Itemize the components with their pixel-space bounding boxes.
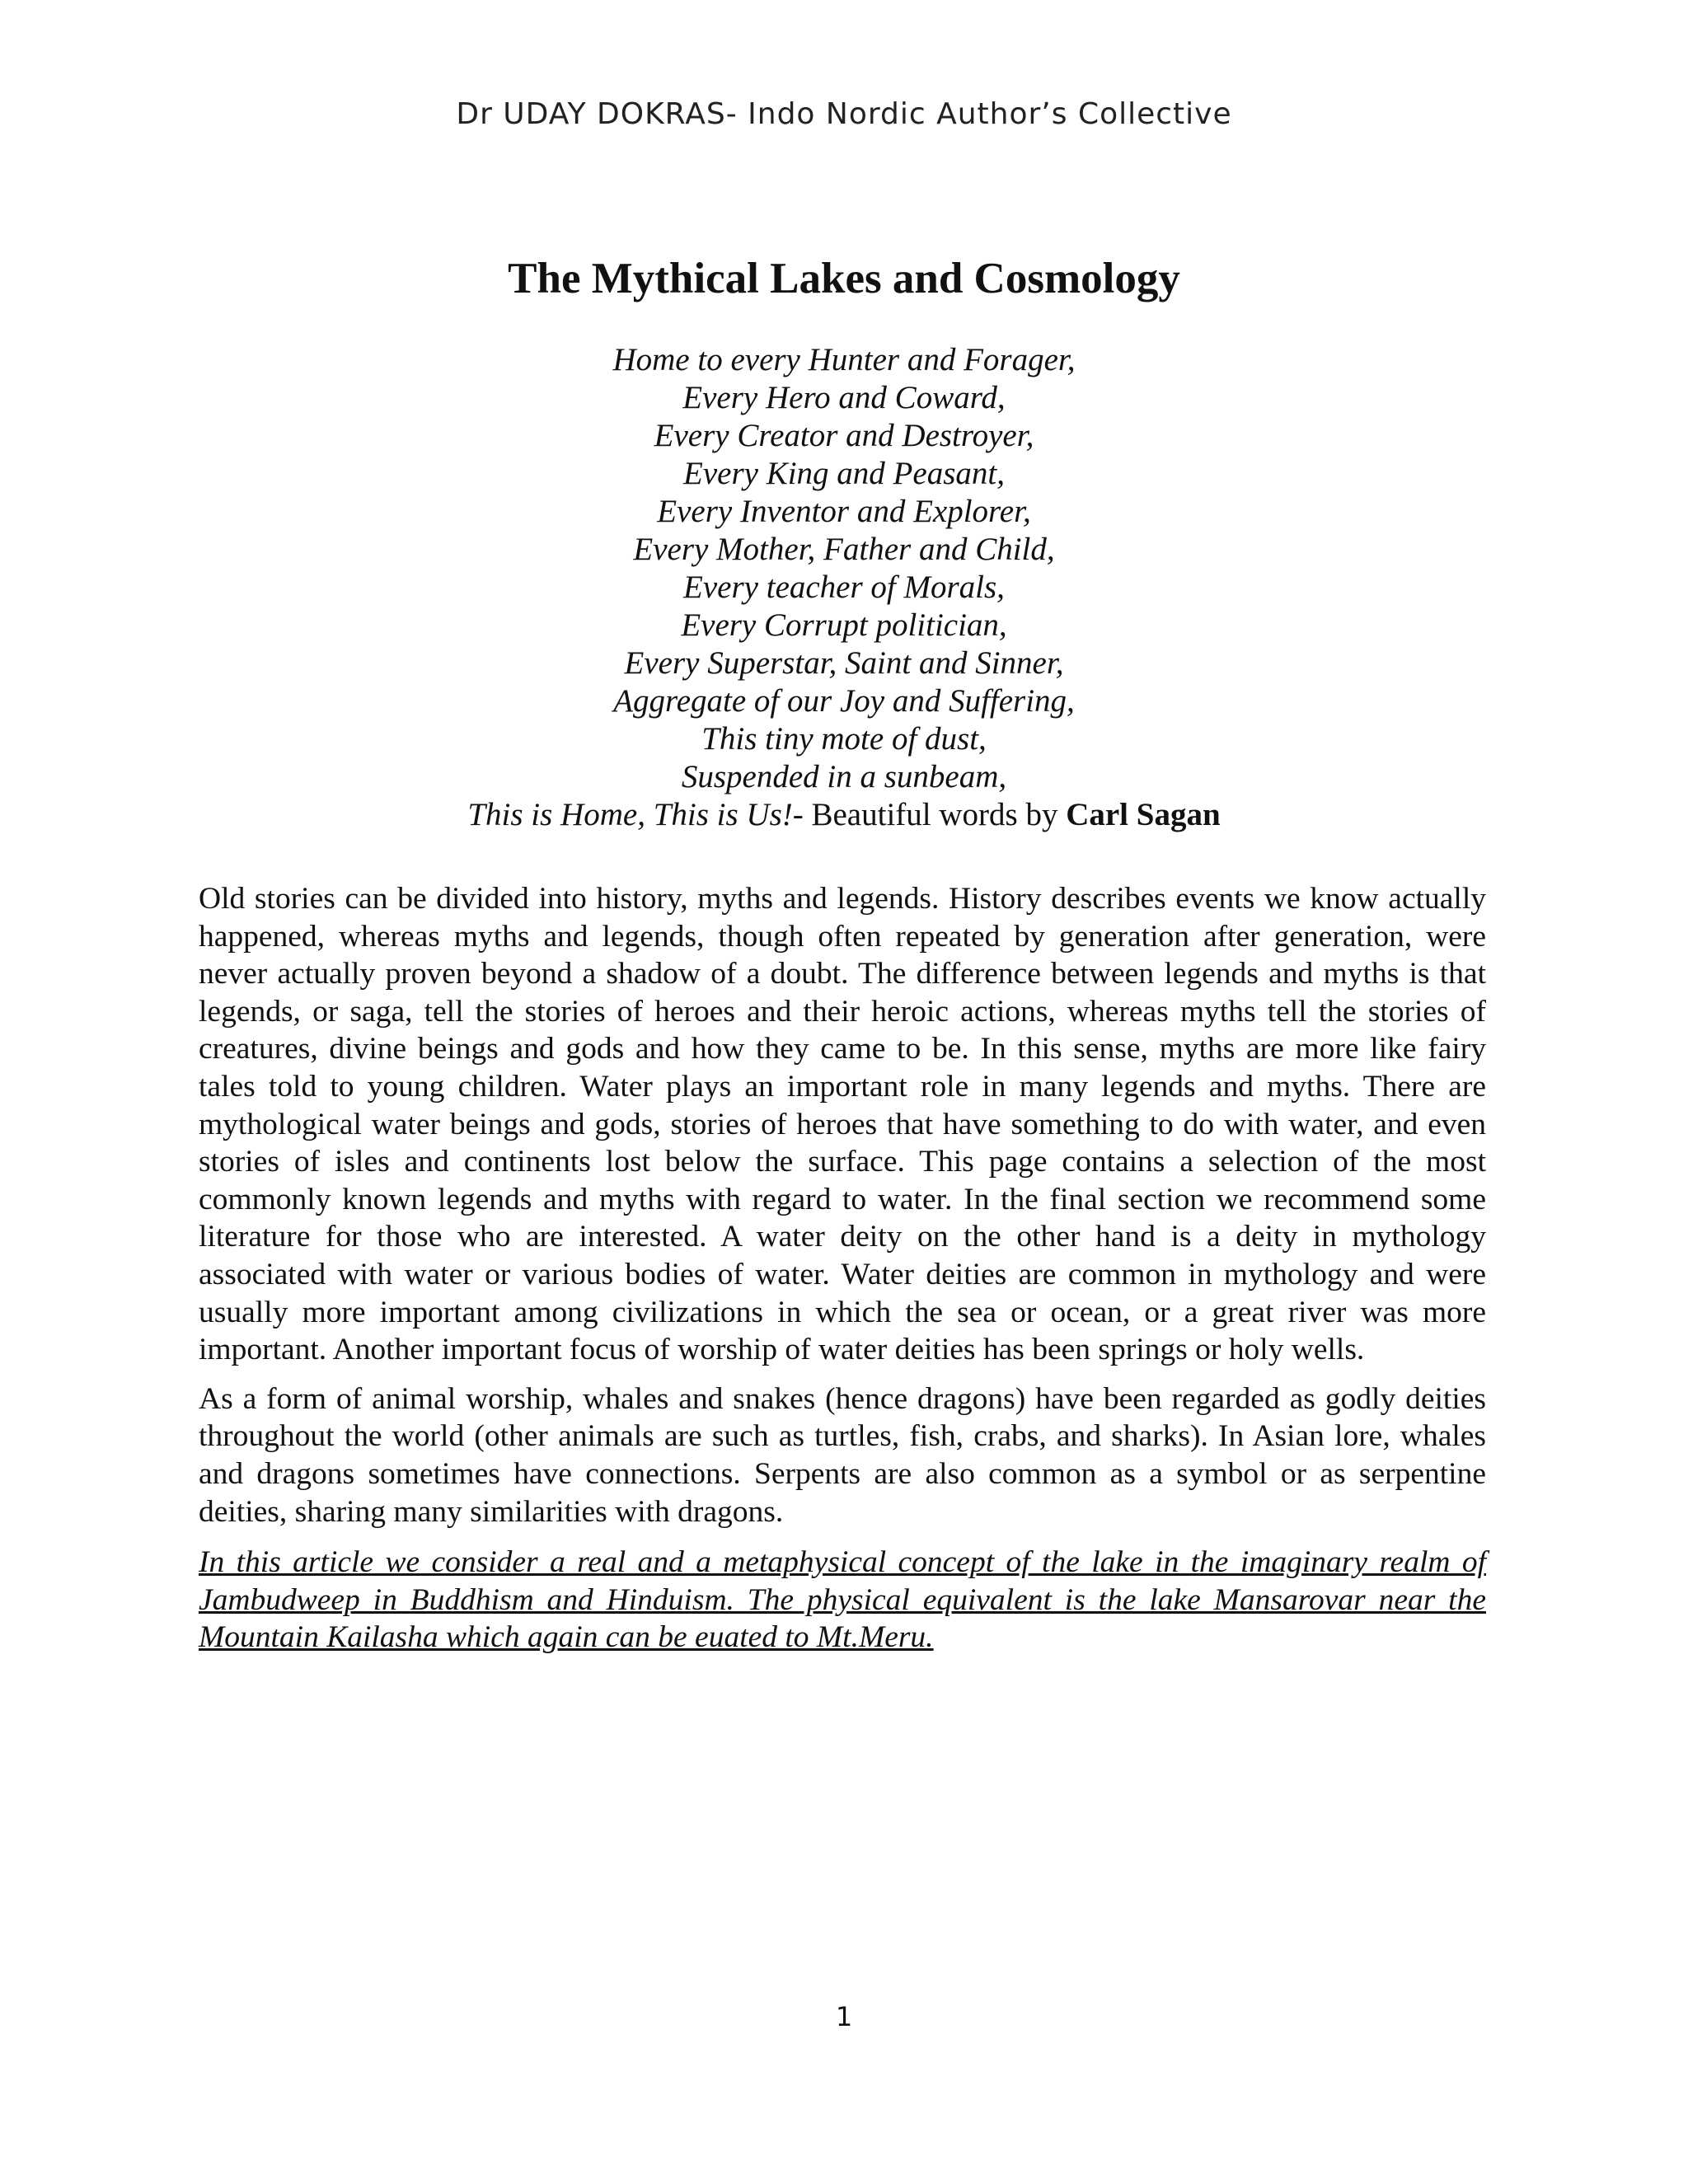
poem-final-line (0, 796, 1688, 834)
body-paragraph: As a form of animal worship, whales and snakes (hence dragons) have been regarded as godly deities throughout the world (other animals are such as turtles, fish, crabs, and sharks). In Asian lore, whales and dragons sometimes have connections. Serpents are also common as a symbol or as serpentine deities, sharing many similarities with dragons. (199, 1381, 1486, 1529)
poem-final-line-text: This is Home, This is Us! (467, 797, 793, 832)
poem-line: Every Superstar, Saint and Sinner, (624, 645, 1064, 681)
body-paragraph: Old stories can be divided into history, myths and legends. History describes events we know actually happened, whereas myths and legends, though often repeated by generation after generation, were never actually proven beyond a shadow of a doubt. The difference between legends and myths is that legends, or saga, tell the stories of heroes and their heroic actions, whereas myths tell the stories of creatures, divine beings and gods and how they came to be. In this sense, myths are more like fairy tales told to young children. Water plays an important role in many legends and myths. There are mythological water beings and gods, stories of heroes that have something to do with water, and even stories of isles and continents lost below the surface. This page contains a selection of the most commonly known legends and myths with regard to water. In the final section we recommend some literature for those who are interested. A water deity on the other hand is a deity in mythology associated with water or various bodies of water. Water deities are common in mythology and were usually more important among civilizations in which the sea or ocean, or a great river was more important. Another important focus of worship of water deities has been springs or holy wells. (199, 882, 1486, 1367)
attribution-author: Carl Sagan (1066, 797, 1221, 832)
poem-line: Aggregate of our Joy and Suffering, (613, 683, 1075, 719)
body-text (199, 880, 1486, 1668)
poem-line: Every Inventor and Explorer, (657, 494, 1031, 529)
poem-line: Every King and Peasant, (683, 456, 1005, 491)
poem-line: Every Creator and Destroyer, (654, 418, 1034, 453)
poem-line: Every Hero and Coward, (682, 380, 1006, 415)
epigraph-poem (0, 341, 1688, 834)
poem-line: Suspended in a sunbeam, (681, 759, 1007, 794)
poem-line: Every teacher of Morals, (683, 569, 1005, 605)
poem-line: Home to every Hunter and Forager, (612, 342, 1076, 377)
running-header: Dr UDAY DOKRAS- Indo Nordic Author’s Collective (456, 97, 1232, 131)
document-title: The Mythical Lakes and Cosmology (508, 255, 1180, 302)
attribution-text: - Beautiful words by (792, 797, 1067, 832)
closing-underlined-paragraph: In this article we consider a real and a metaphysical concept of the lake in the imaginary realm of Jambudweep in Buddhism and Hinduism. The physical equivalent is the lake Mansarovar near the Mountain Kailasha which again can be euated to Mt.Meru. (199, 1545, 1486, 1655)
poem-line: Every Mother, Father and Child, (633, 532, 1055, 567)
poem-line: This tiny mote of dust, (701, 721, 987, 757)
page-number: 1 (835, 2001, 853, 2032)
poem-line: Every Corrupt politician, (681, 607, 1007, 643)
